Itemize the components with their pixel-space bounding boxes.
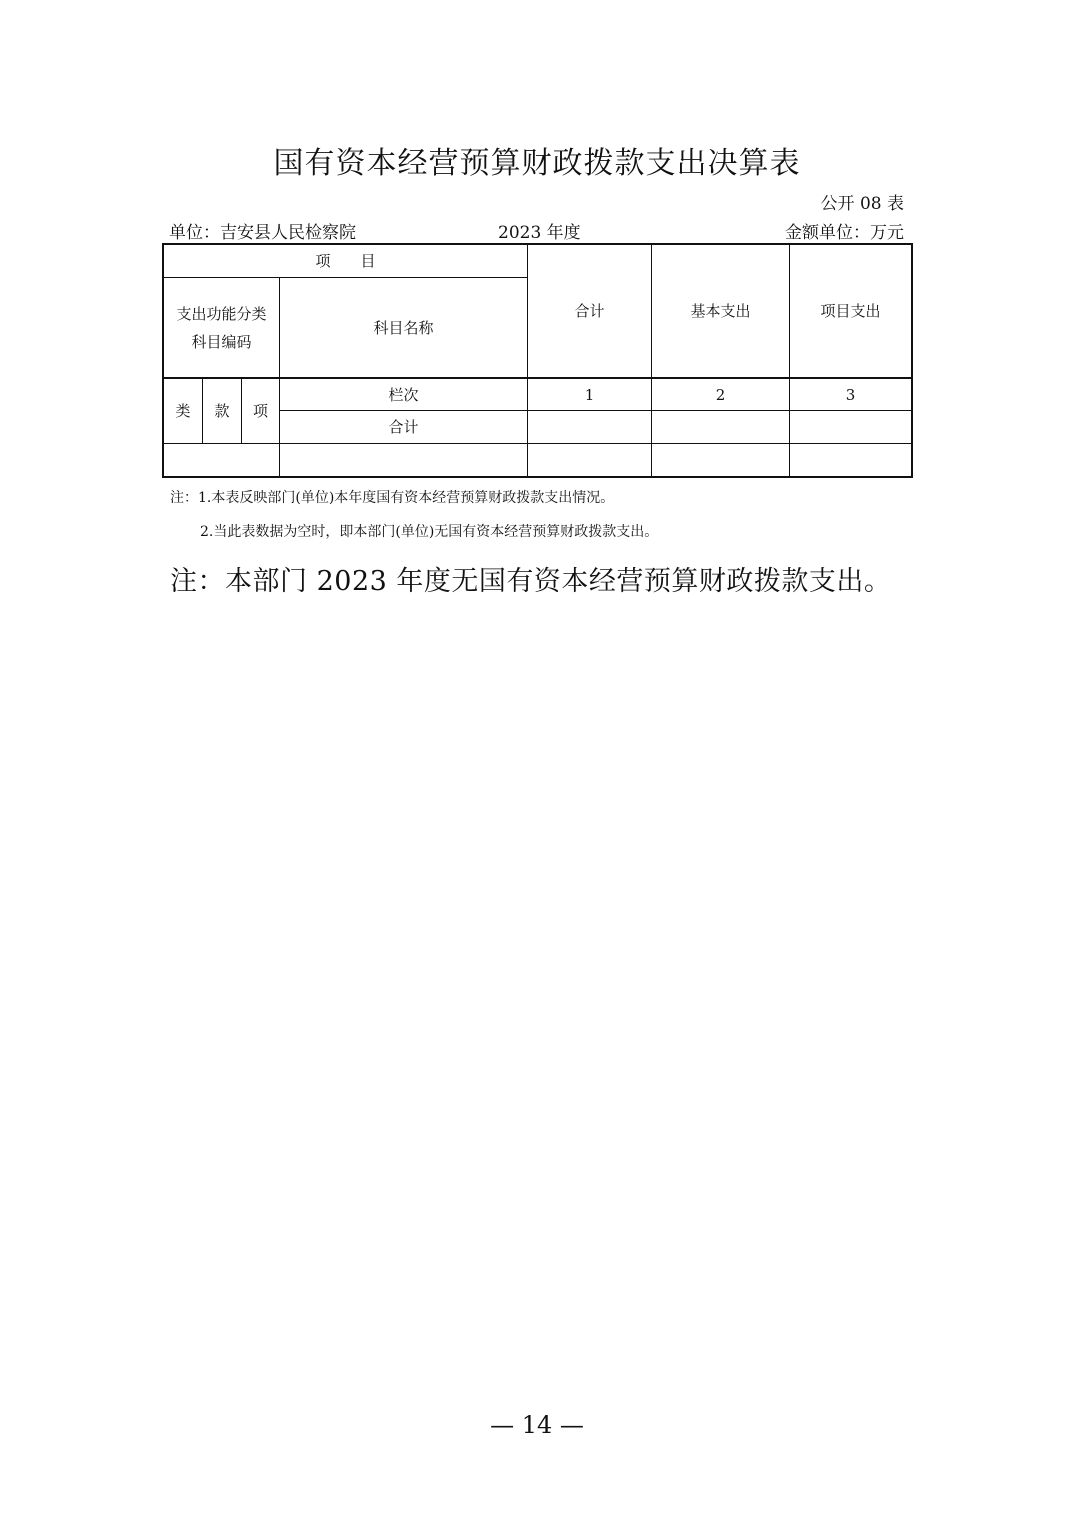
row-lanci-label: 栏次 [388, 385, 419, 404]
summary-note: 注：本部门 2023 年度无国有资本经营预算财政拨款支出。 [170, 566, 892, 597]
note-2: 2.当此表数据为空时，即本部门(单位)无国有资本经营预算财政拨款支出。 [200, 524, 659, 540]
header-subject-name: 科目名称 [373, 318, 434, 337]
lanci-value: 3 [845, 385, 856, 404]
unit-label: 单位：吉安县人民检察院 [169, 223, 356, 243]
header-function-code [164, 278, 279, 377]
header-project-expenditure: 项目支出 [820, 302, 881, 320]
header-function-code-line2: 科目编码 [191, 332, 252, 351]
row-total-label: 合计 [388, 418, 419, 436]
table-border-bottom [162, 476, 913, 478]
page-number: — 14 — [490, 1411, 584, 1439]
form-number: 公开 08 表 [820, 194, 904, 214]
header-total: 合计 [574, 302, 605, 320]
lanci-value: 2 [715, 385, 726, 404]
header-item: 项 目 [315, 252, 376, 270]
header-function-code-line1: 支出功能分类 [176, 304, 267, 323]
year-label: 2023 年度 [498, 223, 581, 243]
header-basic-expenditure: 基本支出 [690, 302, 751, 320]
sub-header-lei: 类 [175, 402, 191, 420]
sub-header-xiang: 项 [252, 402, 268, 420]
page-title: 国有资本经营预算财政拨款支出决算表 [273, 146, 801, 181]
note-1: 注：1.本表反映部门(单位)本年度国有资本经营预算财政拨款支出情况。 [170, 490, 615, 506]
sub-header-kuan: 款 [214, 402, 230, 420]
table-line [162, 443, 913, 444]
amount-unit-label: 金额单位：万元 [785, 223, 904, 243]
lanci-value: 1 [584, 385, 595, 404]
table-border-right [911, 243, 913, 478]
